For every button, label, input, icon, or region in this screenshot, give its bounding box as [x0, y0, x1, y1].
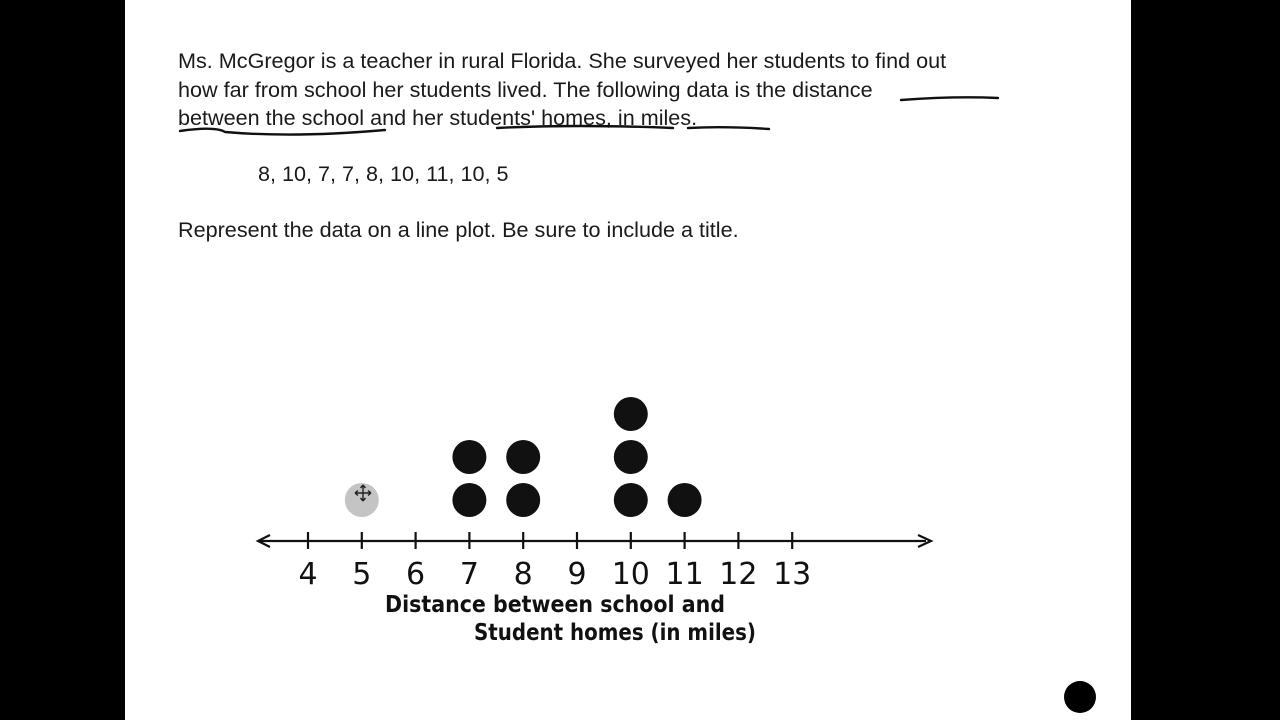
tick-label-8: 8 — [513, 557, 533, 592]
data-values: 8, 10, 7, 7, 8, 10, 11, 10, 5 — [258, 161, 509, 186]
problem-line-2-a: how far from school her students lived. The following data is the — [178, 76, 793, 102]
problem-line-3-b: and her — [364, 105, 450, 130]
problem-line-3-d: , — [605, 105, 618, 130]
problem-line-2-b: distance — [792, 76, 873, 102]
data-dot-8-2 — [506, 440, 540, 474]
problem-line-3-a: between the school — [178, 105, 365, 130]
tick-label-11: 11 — [665, 557, 704, 592]
problem-line-1: Ms. McGregor is a teacher in rural Florida. She surveyed her students to find out — [178, 48, 947, 73]
data-dot-7-2 — [452, 440, 486, 474]
move-cursor-icon — [354, 484, 372, 502]
problem-line-3-c: students' homes — [449, 105, 606, 130]
plot-title-line-2: Student homes (in miles) — [474, 620, 756, 646]
tick-label-12: 12 — [719, 557, 758, 592]
data-dot-10-1 — [614, 483, 648, 517]
tick-label-13: 13 — [773, 557, 812, 592]
data-dot-11-1 — [668, 483, 702, 517]
data-dot-8-1 — [506, 483, 540, 517]
plot-title-line-1: Distance between school and — [385, 592, 725, 618]
tick-label-7: 7 — [459, 557, 479, 592]
problem-line-3-f: . — [691, 105, 698, 130]
instruction-text: Represent the data on a line plot. Be sure to include a title. — [178, 217, 739, 242]
whiteboard-page — [125, 0, 1131, 720]
tick-label-10: 10 — [611, 557, 650, 592]
tick-label-6: 6 — [406, 557, 426, 592]
tick-label-9: 9 — [567, 557, 587, 592]
problem-line-3-e: in miles — [617, 105, 692, 130]
data-dot-10-2 — [614, 440, 648, 474]
black-dot-icon — [1063, 680, 1097, 714]
tick-label-4: 4 — [298, 557, 318, 592]
line-plot — [125, 0, 1131, 720]
data-dot-10-3 — [614, 397, 648, 431]
data-dot-7-1 — [452, 483, 486, 517]
data-dots — [345, 397, 702, 517]
tick-label-5: 5 — [352, 557, 372, 592]
